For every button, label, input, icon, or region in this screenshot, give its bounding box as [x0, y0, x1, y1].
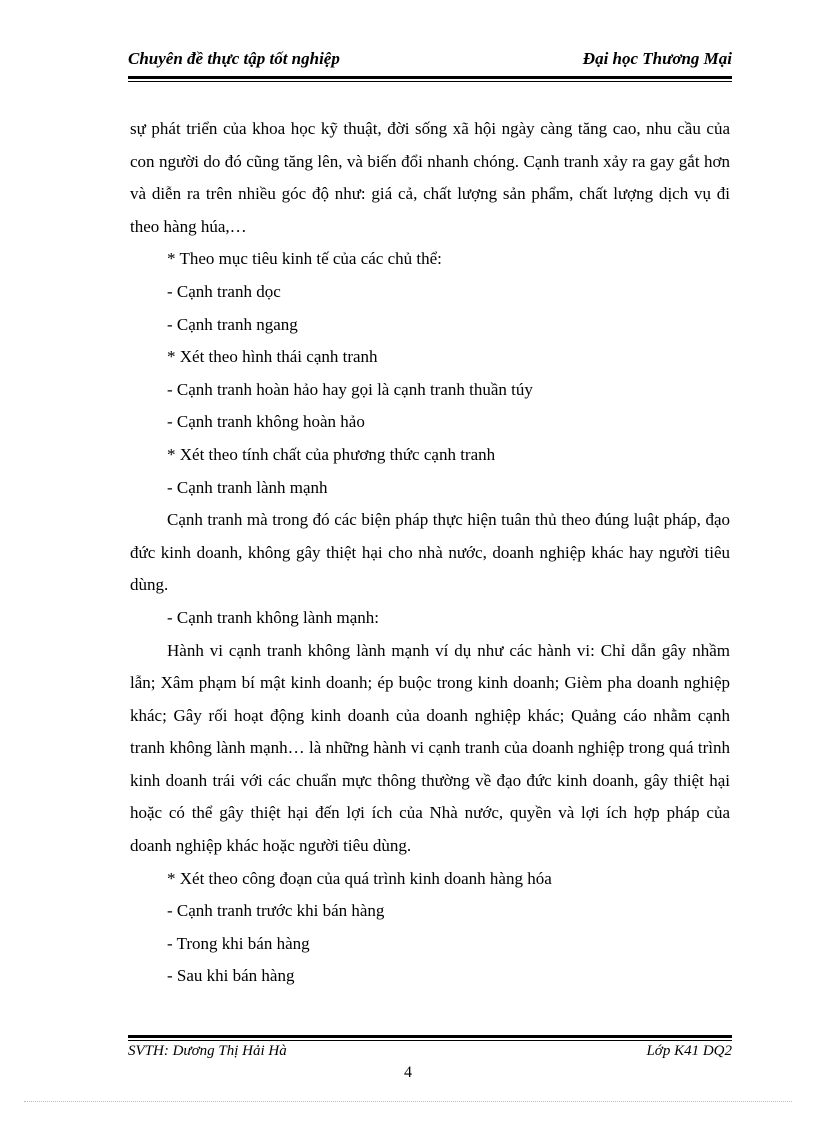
- list-item: - Cạnh tranh không hoàn hảo: [167, 412, 365, 432]
- paragraph: sự phát triển của khoa học kỹ thuật, đời sống xã hội ngày càng tăng cao, nhu cầu của con người do đó cũng tăng lên, và biến đổi nhanh chóng. Cạnh tranh xảy ra gay gắt hơn và diễn ra trên nhiều góc độ như: giá cả, chất lượng sản phẩm, chất lượng dịch vụ đi theo hàng húa,…: [130, 119, 730, 236]
- footer-rule-thin: [128, 1040, 732, 1041]
- header-school: Đại học Thương Mại: [582, 49, 732, 68]
- list-item: * Xét theo tính chất của phương thức cạnh tranh: [167, 444, 496, 464]
- page-boundary: [24, 1101, 792, 1102]
- list-item: - Cạnh tranh không lành mạnh:: [167, 607, 379, 627]
- footer-author: SVTH: Dương Thị Hải Hà: [128, 1043, 287, 1059]
- page-header: [128, 49, 732, 73]
- list-item: - Cạnh tranh hoàn hảo hay gọi là cạnh tranh thuần túy: [167, 379, 533, 399]
- list-item: * Xét theo công đoạn của quá trình kinh doanh hàng hóa: [167, 868, 552, 888]
- list-item: * Theo mục tiêu kinh tế của các chủ thể:: [167, 249, 442, 269]
- header-rule: [128, 76, 732, 79]
- list-item: - Cạnh tranh lành mạnh: [167, 477, 328, 497]
- paragraph: Hành vi cạnh tranh không lành mạnh ví dụ như các hành vi: Chỉ dẫn gây nhầm lẫn; Xâm phạm bí mật kinh doanh; ép buộc trong kinh doanh; Gièm pha doanh nghiệp khác; Gây rối hoạt động kinh doanh của doanh nghiệp khác; Quảng cáo nhằm cạnh tranh không lành mạnh… là những hành vi cạnh tranh của doanh nghiệp trong quá trình kinh doanh trái với các chuẩn mực thông thường về đạo đức kinh doanh, gây thiệt hại hoặc có thể gây thiệt hại đến lợi ích của Nhà nước, quyền và lợi ích hợp pháp của doanh nghiệp khác hoặc người tiêu dùng.: [130, 640, 730, 856]
- paragraph: Cạnh tranh mà trong đó các biện pháp thực hiện tuân thủ theo đúng luật pháp, đạo đức kinh doanh, không gây thiệt hại cho nhà nước, doanh nghiệp khác hay người tiêu dùng.: [130, 510, 730, 595]
- list-item: - Cạnh tranh trước khi bán hàng: [167, 901, 385, 921]
- list-item: - Cạnh tranh ngang: [167, 314, 298, 334]
- list-item: - Sau khi bán hàng: [167, 966, 295, 986]
- header-title: Chuyên đề thực tập tốt nghiệp: [128, 49, 340, 68]
- list-item: - Trong khi bán hàng: [167, 933, 310, 953]
- list-item: * Xét theo hình thái cạnh tranh: [167, 347, 378, 367]
- list-item: - Cạnh tranh dọc: [167, 281, 281, 301]
- page-footer: [128, 1043, 732, 1065]
- header-rule-thin: [128, 81, 732, 82]
- footer-rule: [128, 1035, 732, 1038]
- footer-class: Lớp K41 DQ2: [646, 1043, 732, 1059]
- page-number: 4: [404, 1064, 412, 1081]
- document-body: [130, 113, 730, 993]
